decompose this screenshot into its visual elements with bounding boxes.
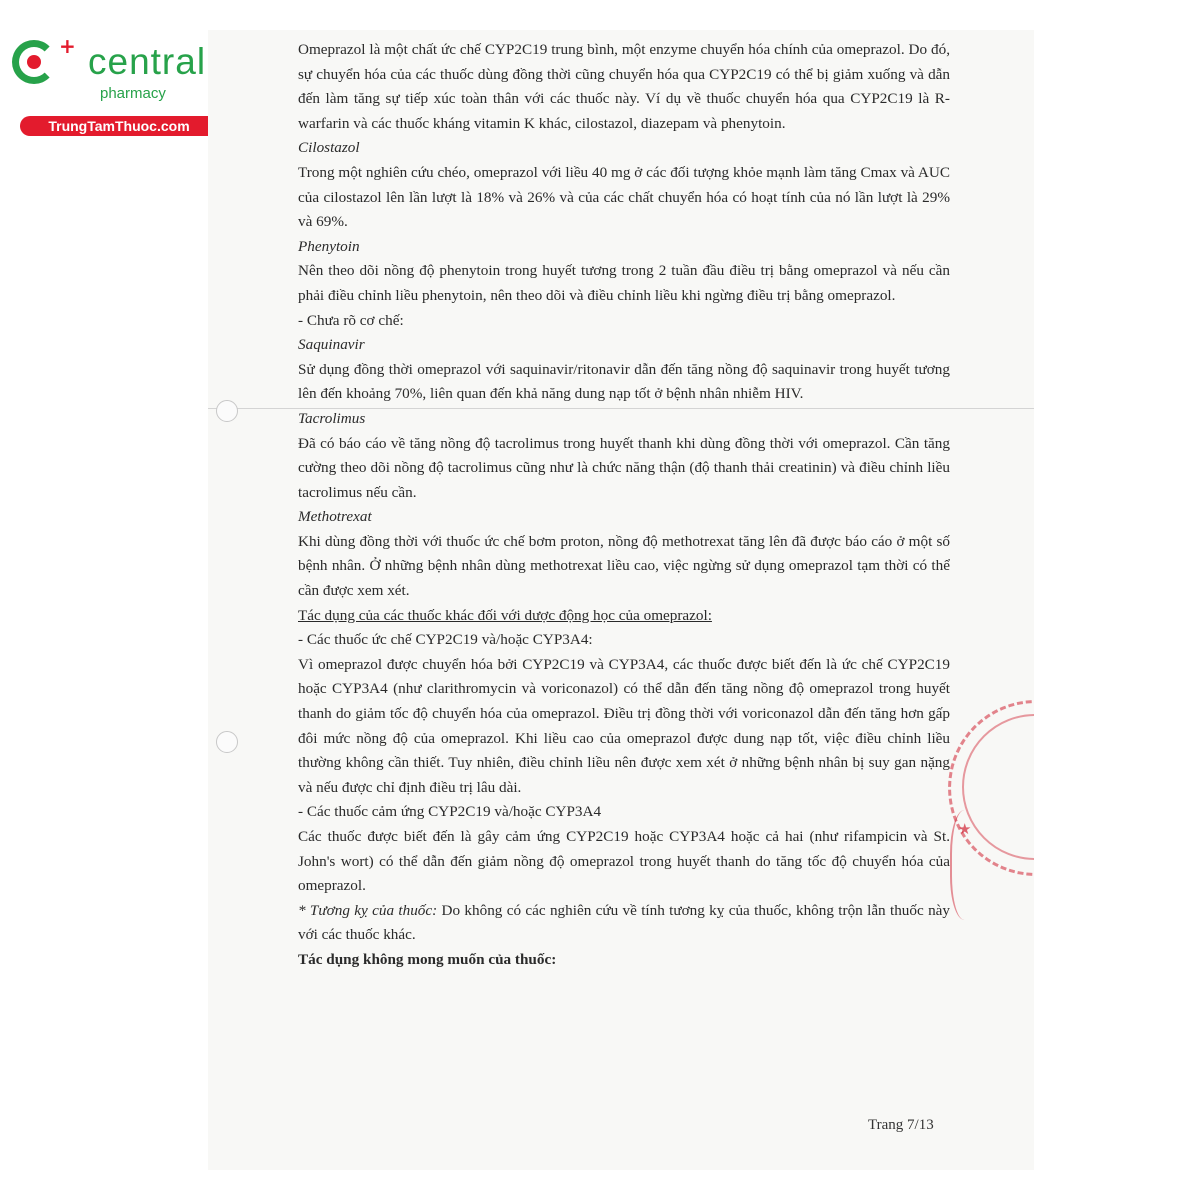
- section-title: Tác dụng không mong muốn của thuốc:: [298, 950, 557, 968]
- punch-hole-icon: [216, 400, 238, 422]
- logo-dot-icon: [27, 55, 41, 69]
- body-paragraph: - Các thuốc cảm ứng CYP2C19 và/hoặc CYP3A4: [298, 803, 602, 821]
- section-heading: Cilostazol: [298, 139, 360, 157]
- body-paragraph: Sử dụng đồng thời omeprazol với saquinavir/ritonavir dẫn đến tăng nồng độ saquinavir trong huyết tương lên đến khoảng 70%, liên quan đến khả năng dung nạp tốt ở bệnh nhân nhiễm HIV.: [298, 360, 950, 403]
- inline-heading: * Tương kỵ của thuốc:: [298, 901, 438, 919]
- body-paragraph: - Các thuốc ức chế CYP2C19 và/hoặc CYP3A4:: [298, 631, 593, 649]
- document-body: [298, 38, 950, 973]
- section-heading: Phenytoin: [298, 237, 360, 255]
- section-heading: Tacrolimus: [298, 409, 366, 427]
- body-paragraph: Khi dùng đồng thời với thuốc ức chế bơm proton, nồng độ methotrexat tăng lên đã được báo cáo ở một số bệnh nhân. Ở những bệnh nhân dùng methotrexat liều cao, việc ngừng sử dụng omeprazol tạm thời có thể cần được xem xét.: [298, 532, 950, 600]
- logo-url-badge: TrungTamThuoc.com: [20, 116, 218, 136]
- page-number: Trang 7/13: [868, 1117, 934, 1133]
- stamp-star-icon: ★: [958, 820, 972, 838]
- body-paragraph: Các thuốc được biết đến là gây cảm ứng CYP2C19 hoặc CYP3A4 hoặc cả hai (như rifampicin và St. John's wort) có thể dẫn đến giảm nồng độ omeprazol trong huyết thanh do tăng tốc độ chuyển hóa của omeprazol.: [298, 828, 950, 895]
- red-seal-stamp: [948, 700, 1034, 930]
- logo-subtitle: pharmacy: [100, 85, 166, 102]
- signature-stroke: [950, 810, 986, 920]
- inline-text: Do không có các nghiên cứu về tính tương kỵ của thuốc, không trộn lẫn thuốc này với các thuốc khác.: [298, 901, 950, 944]
- punch-hole-icon: [216, 731, 238, 753]
- logo-cross-icon: +: [59, 34, 76, 58]
- body-paragraph: Vì omeprazol được chuyển hóa bởi CYP2C19 và CYP3A4, các thuốc được biết đến là ức chế CYP2C19 hoặc CYP3A4 (như clarithromycin và voriconazol) có thể dẫn đến tăng nồng độ omeprazol trong huyết thanh do giảm tốc độ chuyển hóa của omeprazol. Điều trị đồng thời với voriconazol dẫn đến tăng hơn gấp đôi mức nồng độ của omeprazol. Khi liều cao của omeprazol được dung nạp tốt, việc điều chỉnh liều thường không cần thiết. Tuy nhiên, điều chỉnh liều nên được xem xét ở những bệnh nhân bị suy gan nặng và nếu được chỉ định điều trị lâu dài.: [298, 655, 950, 796]
- subsection-title: Tác dụng của các thuốc khác đối với dược động học của omeprazol:: [298, 606, 712, 624]
- central-pharmacy-logo: [8, 36, 218, 140]
- body-paragraph: Đã có báo cáo về tăng nồng độ tacrolimus trong huyết thanh khi dùng đồng thời với omeprazol. Cần tăng cường theo dõi nồng độ tacrolimus cũng như là chức năng thận (độ thanh thải creatinin) và điều chỉnh liều tacrolimus nếu cần.: [298, 434, 950, 501]
- body-paragraph: Omeprazol là một chất ức chế CYP2C19 trung bình, một enzyme chuyển hóa chính của omeprazol. Do đó, sự chuyển hóa của các thuốc dùng đồng thời cũng chuyển hóa qua CYP2C19 có thể bị giảm xuống và dẫn đến làm tăng sự tiếp xúc toàn thân với các thuốc này. Ví dụ về thuốc chuyển hóa qua CYP2C19 là R-warfarin và các thuốc kháng vitamin K khác, cilostazol, diazepam và phenytoin.: [298, 41, 950, 132]
- body-paragraph: Nên theo dõi nồng độ phenytoin trong huyết tương trong 2 tuần đầu điều trị bằng omeprazol và nếu cần phải điều chỉnh liều phenytoin, nên theo dõi và điều chỉnh liều khi ngừng điều trị bằng omeprazol.: [298, 262, 950, 304]
- section-heading: Methotrexat: [298, 508, 372, 526]
- body-paragraph: Trong một nghiên cứu chéo, omeprazol với liều 40 mg ở các đối tượng khỏe mạnh làm tăng Cmax và AUC của cilostazol lên lần lượt là 18% và 26% và của các chất chuyển hóa có hoạt tính của nó lần lượt là 29% và 69%.: [298, 163, 950, 231]
- body-paragraph: [298, 899, 950, 948]
- body-paragraph: - Chưa rõ cơ chế:: [298, 311, 404, 329]
- section-heading: Saquinavir: [298, 336, 365, 354]
- logo-name: central: [88, 41, 207, 82]
